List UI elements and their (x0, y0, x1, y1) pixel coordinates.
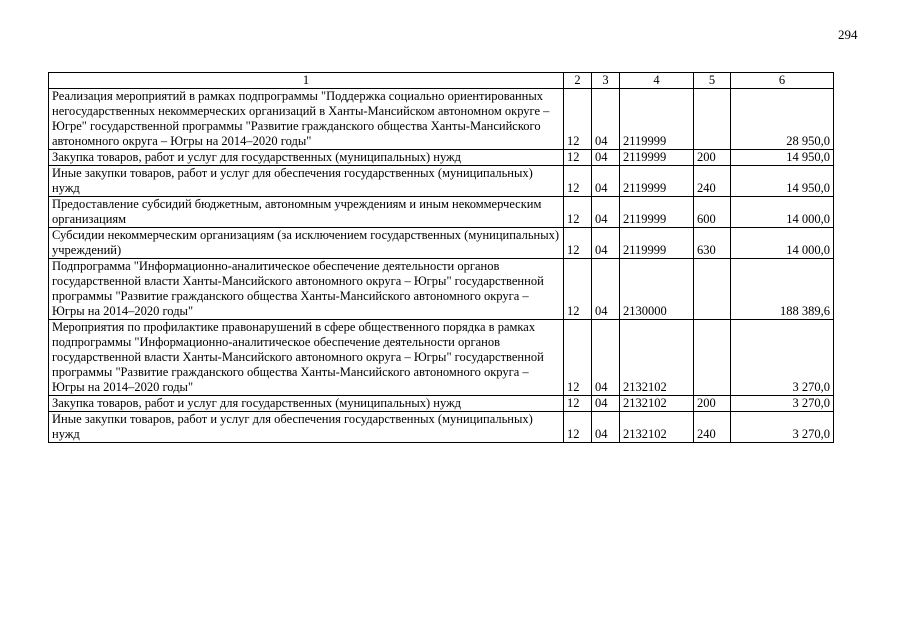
row-subsection: 04 (592, 197, 620, 228)
row-expense (694, 259, 731, 320)
row-target: 2119999 (620, 150, 694, 166)
table-row (49, 89, 834, 150)
row-target: 2130000 (620, 259, 694, 320)
table-row (49, 166, 834, 197)
row-expense: 240 (694, 166, 731, 197)
row-section: 12 (564, 150, 592, 166)
row-expense: 630 (694, 228, 731, 259)
row-sum: 188 389,6 (731, 259, 834, 320)
row-subsection: 04 (592, 396, 620, 412)
row-name: Субсидии некоммерческим организациям (за исключением государственных (муниципальных) учреждений) (49, 228, 564, 259)
row-subsection: 04 (592, 320, 620, 396)
row-section: 12 (564, 228, 592, 259)
row-sum: 28 950,0 (731, 89, 834, 150)
row-subsection: 04 (592, 166, 620, 197)
budget-table (48, 72, 834, 443)
header-col-5: 5 (694, 73, 731, 89)
row-name: Реализация мероприятий в рамках подпрограммы "Поддержка социально ориентированных негосударственных некоммерческих организаций в Ханты-Мансийском автономном округе – Югре" государственной программы "Развитие гражданского общества Ханты-Мансийского автономного округа – Югры на 2014–2020 годы" (49, 89, 564, 150)
row-section: 12 (564, 197, 592, 228)
row-target: 2132102 (620, 396, 694, 412)
table-row (49, 228, 834, 259)
row-sum: 14 950,0 (731, 150, 834, 166)
table-row (49, 396, 834, 412)
row-name: Мероприятия по профилактике правонарушений в сфере общественного порядка в рамках подпрограммы "Информационно-аналитическое обеспечение деятельности органов государственной власти Ханты-Мансийского автономного округа – Югры" государственной программы "Развитие гражданского общества Ханты-Мансийского автономного округа – Югры на 2014–2020 годы" (49, 320, 564, 396)
table-header-row (49, 73, 834, 89)
row-name: Подпрограмма "Информационно-аналитическое обеспечение деятельности органов государственной власти Ханты-Мансийского автономного округа – Югры" государственной программы "Развитие гражданского общества Ханты-Мансийского автономного округа – Югры на 2014–2020 годы" (49, 259, 564, 320)
row-target: 2119999 (620, 228, 694, 259)
header-col-4: 4 (620, 73, 694, 89)
row-name: Предоставление субсидий бюджетным, автономным учреждениям и иным некоммерческим организациям (49, 197, 564, 228)
row-section: 12 (564, 412, 592, 443)
row-sum: 14 950,0 (731, 166, 834, 197)
header-col-2: 2 (564, 73, 592, 89)
table-row (49, 259, 834, 320)
row-section: 12 (564, 396, 592, 412)
row-expense: 200 (694, 150, 731, 166)
row-subsection: 04 (592, 228, 620, 259)
row-expense: 600 (694, 197, 731, 228)
page-number: 294 (838, 27, 858, 42)
header-col-6: 6 (731, 73, 834, 89)
row-name: Иные закупки товаров, работ и услуг для обеспечения государственных (муниципальных) нужд (49, 166, 564, 197)
row-name: Закупка товаров, работ и услуг для государственных (муниципальных) нужд (49, 396, 564, 412)
row-section: 12 (564, 259, 592, 320)
row-target: 2119999 (620, 197, 694, 228)
row-subsection: 04 (592, 259, 620, 320)
row-target: 2132102 (620, 412, 694, 443)
row-section: 12 (564, 320, 592, 396)
row-expense: 200 (694, 396, 731, 412)
row-expense (694, 89, 731, 150)
row-sum: 3 270,0 (731, 412, 834, 443)
row-subsection: 04 (592, 89, 620, 150)
table-row (49, 150, 834, 166)
row-section: 12 (564, 166, 592, 197)
row-subsection: 04 (592, 412, 620, 443)
row-subsection: 04 (592, 150, 620, 166)
row-expense: 240 (694, 412, 731, 443)
row-sum: 14 000,0 (731, 228, 834, 259)
header-col-1: 1 (49, 73, 564, 89)
row-name: Закупка товаров, работ и услуг для государственных (муниципальных) нужд (49, 150, 564, 166)
row-target: 2119999 (620, 89, 694, 150)
row-sum: 3 270,0 (731, 320, 834, 396)
row-target: 2119999 (620, 166, 694, 197)
row-section: 12 (564, 89, 592, 150)
table-row (49, 320, 834, 396)
row-sum: 14 000,0 (731, 197, 834, 228)
table-row (49, 197, 834, 228)
row-expense (694, 320, 731, 396)
row-target: 2132102 (620, 320, 694, 396)
table-row (49, 412, 834, 443)
header-col-3: 3 (592, 73, 620, 89)
row-sum: 3 270,0 (731, 396, 834, 412)
row-name: Иные закупки товаров, работ и услуг для обеспечения государственных (муниципальных) нужд (49, 412, 564, 443)
